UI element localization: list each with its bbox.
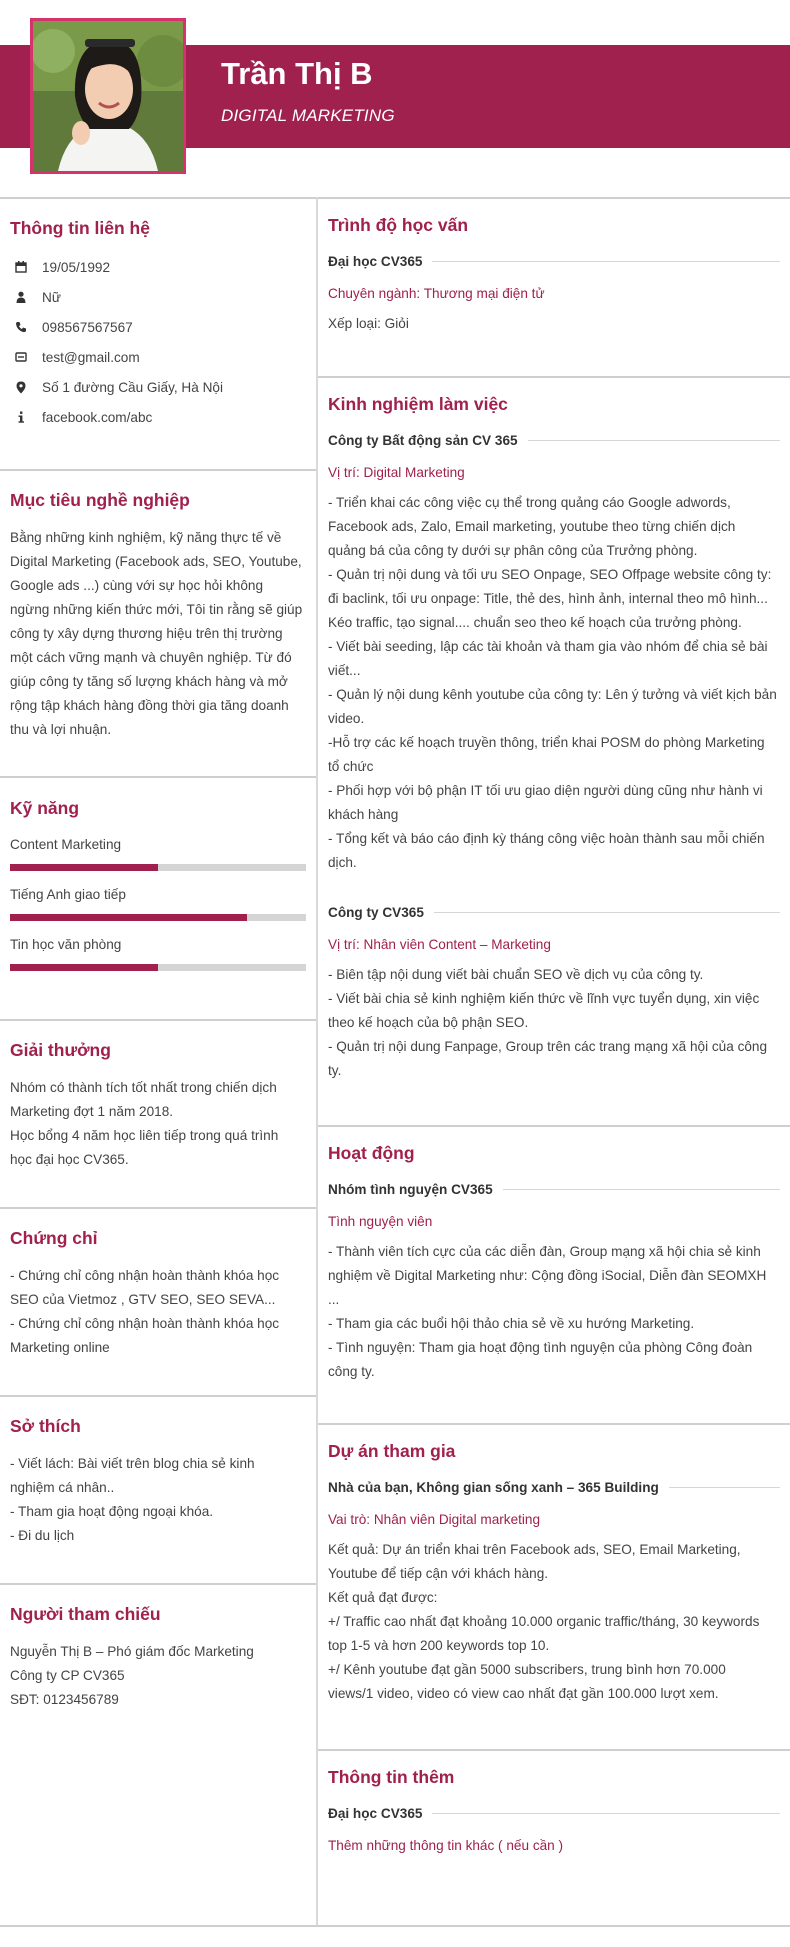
company-name: Công ty Bất động sản CV 365 bbox=[328, 433, 518, 448]
phone-icon bbox=[10, 321, 32, 333]
contact-facebook bbox=[10, 405, 152, 429]
org-rule bbox=[669, 1487, 780, 1488]
experience-line: quảng bá của công ty dưới sự phân công của Trưởng phòng. bbox=[328, 543, 698, 558]
experience-line: Facebook ads, Zalo, Email marketing, youtube theo từng chiến dịch bbox=[328, 519, 736, 534]
certificates-line: Marketing online bbox=[10, 1340, 110, 1355]
awards-title: Giải thưởng bbox=[10, 1040, 111, 1060]
activities-title: Hoạt động bbox=[328, 1143, 415, 1163]
activities-line: công ty. bbox=[328, 1364, 375, 1379]
section-divider bbox=[318, 1749, 790, 1751]
experience-line: - Viết bài chia sẻ kinh nghiệm kiến thức về lĩnh vực tuyển dụng, xin việc bbox=[328, 991, 760, 1006]
additional-title: Thông tin thêm bbox=[328, 1767, 455, 1787]
section-divider bbox=[0, 197, 316, 199]
candidate-name: Trần Thị B bbox=[221, 56, 373, 91]
hobbies-line: - Viết lách: Bài viết trên blog chia sẻ kinh bbox=[10, 1456, 255, 1471]
objective-line: Digital Marketing (Facebook ads, SEO, Youtube, bbox=[10, 554, 302, 569]
experience-title: Kinh nghiệm làm việc bbox=[328, 394, 508, 414]
map-pin-icon bbox=[10, 381, 32, 394]
section-divider bbox=[0, 1395, 316, 1397]
objective-line: ngừng những kiến thức mới, Tôi tin rằng sẽ giúp bbox=[10, 602, 303, 617]
certificates-line: - Chứng chỉ công nhận hoàn thành khóa học bbox=[10, 1268, 280, 1283]
awards-text bbox=[10, 1076, 278, 1172]
profile-photo-illustration bbox=[33, 21, 183, 171]
contact-email bbox=[10, 345, 140, 369]
hobbies-line: - Tham gia hoạt động ngoại khóa. bbox=[10, 1504, 214, 1519]
objective-line: giúp công ty tăng số lượng khách hàng và mở bbox=[10, 674, 288, 689]
org-rule bbox=[528, 440, 780, 441]
skill-bar-fill bbox=[10, 914, 247, 921]
experience-line: ty. bbox=[328, 1063, 342, 1078]
profile-photo[interactable] bbox=[30, 18, 186, 174]
company-name: Công ty CV365 bbox=[328, 905, 424, 920]
experience-line: - Quản trị nội dung Fanpage, Group trên các trang mạng xã hội của công bbox=[328, 1039, 768, 1054]
experience-description bbox=[328, 491, 777, 875]
references-line: Nguyễn Thị B – Phó giám đốc Marketing bbox=[10, 1644, 254, 1659]
person-icon bbox=[10, 291, 32, 303]
section-divider bbox=[318, 376, 790, 378]
awards-line: Marketing đợt 1 năm 2018. bbox=[10, 1104, 174, 1119]
contact-text: facebook.com/abc bbox=[42, 409, 153, 425]
references-line: SĐT: 0123456789 bbox=[10, 1692, 119, 1707]
experience-line: đi baclink, tối ưu onpage: Title, thẻ des, hình ảnh, internal theo mô hình... bbox=[328, 591, 768, 606]
awards-line: học đại học CV365. bbox=[10, 1152, 129, 1167]
certificates-title: Chứng chỉ bbox=[10, 1228, 98, 1248]
objective-line: Google ads ...) cùng với sự học hỏi không bbox=[10, 578, 264, 593]
experience-line: - Phối hợp với bộ phận IT tối ưu giao diện người dùng cũng như hành vi bbox=[328, 783, 763, 798]
skills-title: Kỹ năng bbox=[10, 798, 80, 818]
references-line: Công ty CP CV365 bbox=[10, 1668, 125, 1683]
experience-line: tổ chức bbox=[328, 759, 374, 774]
candidate-role: DIGITAL MARKETING bbox=[221, 106, 395, 125]
section-divider bbox=[318, 197, 790, 199]
skill-name: Content Marketing bbox=[10, 837, 122, 852]
experience-line: - Quản lý nội dung kênh youtube của công ty: Lên ý tưởng và viết kịch bản bbox=[328, 687, 777, 702]
objective-line: Bằng những kinh nghiệm, kỹ năng thực tế về bbox=[10, 530, 282, 545]
skill-name: Tiếng Anh giao tiếp bbox=[10, 887, 126, 902]
education-title: Trình độ học vấn bbox=[328, 215, 469, 235]
activities-line: ... bbox=[328, 1292, 340, 1307]
activities-org bbox=[328, 1182, 780, 1197]
objective-line: một cách vững mạnh và chuyên nghiệp. Từ đó bbox=[10, 650, 292, 665]
experience-line: - Biên tập nội dung viết bài chuẩn SEO về dịch vụ của công ty. bbox=[328, 967, 704, 982]
experience-line: -Hỗ trợ các kế hoạch truyền thông, triển khai POSM do phòng Marketing bbox=[328, 735, 765, 750]
activities-org-name: Nhóm tình nguyện CV365 bbox=[328, 1182, 493, 1197]
skill-bar bbox=[10, 914, 306, 921]
experience-line: Kéo traffic, tạo signal.... chuẩn seo theo kế hoạch của trưởng phòng. bbox=[328, 615, 742, 630]
additional-school-name: Đại học CV365 bbox=[328, 1806, 423, 1821]
additional-note: Thêm những thông tin khác ( nếu cần ) bbox=[328, 1838, 564, 1853]
project-name bbox=[328, 1480, 780, 1495]
section-divider bbox=[0, 1019, 316, 1021]
contact-text: Nữ bbox=[42, 289, 61, 305]
activities-role: Tình nguyện viên bbox=[328, 1214, 433, 1229]
column-divider bbox=[316, 197, 318, 1925]
project-line: +/ Traffic cao nhất đạt khoảng 10.000 organic traffic/tháng, 30 keywords bbox=[328, 1614, 760, 1629]
contact-address bbox=[10, 375, 223, 399]
skill-name: Tin học văn phòng bbox=[10, 937, 122, 952]
education-school-name: Đại học CV365 bbox=[328, 254, 423, 269]
hobbies-title: Sở thích bbox=[10, 1416, 81, 1436]
section-divider bbox=[0, 1207, 316, 1209]
org-rule bbox=[503, 1189, 780, 1190]
project-line: views/1 video, video có view cao nhất đạt gần 100.000 lượt xem. bbox=[328, 1686, 719, 1701]
awards-line: Nhóm có thành tích tốt nhất trong chiến dịch bbox=[10, 1080, 277, 1095]
project-line: Kết quả đạt được: bbox=[328, 1590, 438, 1605]
education-major: Chuyên ngành: Thương mại điện tử bbox=[328, 286, 545, 301]
objective-line: công ty xây dựng thương hiệu trên thị trường bbox=[10, 626, 283, 641]
experience-line: - Tổng kết và báo cáo định kỳ tháng công việc hoàn thành sau mỗi chiến bbox=[328, 831, 765, 846]
references-title: Người tham chiếu bbox=[10, 1604, 161, 1624]
contact-gender bbox=[10, 285, 61, 309]
skill-bar-fill bbox=[10, 964, 158, 971]
contact-text: test@gmail.com bbox=[42, 349, 140, 365]
objective-line: thu và lợi nhuận. bbox=[10, 722, 112, 737]
experience-line: - Viết bài seeding, lập các tài khoản và tham gia vào nhóm để chia sẻ bài bbox=[328, 639, 768, 654]
section-divider bbox=[318, 1423, 790, 1425]
contact-phone bbox=[10, 315, 133, 339]
experience-company bbox=[328, 905, 780, 920]
objective-title: Mục tiêu nghề nghiệp bbox=[10, 490, 190, 510]
section-divider bbox=[0, 1583, 316, 1585]
additional-school bbox=[328, 1806, 780, 1821]
activities-description bbox=[328, 1240, 766, 1384]
org-rule bbox=[434, 912, 780, 913]
experience-line: - Quản trị nội dung và tối ưu SEO Onpage, SEO Offpage website công ty: bbox=[328, 567, 772, 582]
experience-company bbox=[328, 433, 780, 448]
experience-line: - Triển khai các công việc cụ thể trong quảng cáo Google adwords, bbox=[328, 495, 731, 510]
certificates-line: SEO của Vietmoz , GTV SEO, SEO SEVA... bbox=[10, 1292, 276, 1307]
projects-title: Dự án tham gia bbox=[328, 1441, 456, 1461]
hobbies-line: - Đi du lịch bbox=[10, 1528, 75, 1543]
skill-bar bbox=[10, 864, 306, 871]
hobbies-text bbox=[10, 1452, 255, 1548]
activities-line: nghiệm về Digital Marketing như: Cộng đồng iSocial, Diễn đàn SEOMXH bbox=[328, 1268, 767, 1283]
experience-line: khách hàng bbox=[328, 807, 399, 822]
activities-line: - Tham gia các buổi hội thảo chia sẻ về xu hướng Marketing. bbox=[328, 1316, 695, 1331]
certificates-text bbox=[10, 1264, 279, 1360]
skill-bar bbox=[10, 964, 306, 971]
project-line: top 1-5 và hơn 200 keywords top 10. bbox=[328, 1638, 550, 1653]
contact-text: 19/05/1992 bbox=[42, 259, 111, 275]
org-rule bbox=[432, 261, 780, 262]
experience-line: theo kế hoạch của bộ phận SEO. bbox=[328, 1015, 529, 1030]
experience-line: video. bbox=[328, 711, 365, 726]
experience-description bbox=[328, 963, 767, 1083]
contact-text: 098567567567 bbox=[42, 319, 133, 335]
certificates-line: - Chứng chỉ công nhận hoàn thành khóa học bbox=[10, 1316, 280, 1331]
project-line: +/ Kênh youtube đạt gần 5000 subscribers, trung bình hơn 70.000 bbox=[328, 1662, 726, 1677]
page-bottom-divider bbox=[0, 1925, 790, 1927]
project-line: Youtube để tiếp cận với khách hàng. bbox=[328, 1566, 549, 1581]
project-role: Vai trò: Nhân viên Digital marketing bbox=[328, 1512, 541, 1527]
section-divider bbox=[0, 776, 316, 778]
org-rule bbox=[432, 1813, 780, 1814]
references-text bbox=[10, 1640, 254, 1712]
calendar-icon bbox=[10, 261, 32, 273]
email-icon bbox=[10, 351, 32, 363]
education-grade: Xếp loại: Giỏi bbox=[328, 316, 409, 331]
project-description bbox=[328, 1538, 759, 1706]
experience-position: Vị trí: Nhân viên Content – Marketing bbox=[328, 937, 551, 952]
activities-line: - Tình nguyện: Tham gia hoạt động tình nguyện của phòng Công đoàn bbox=[328, 1340, 753, 1355]
contact-title: Thông tin liên hệ bbox=[10, 218, 150, 238]
section-divider bbox=[0, 469, 316, 471]
project-name-text: Nhà của bạn, Không gian sống xanh – 365 Building bbox=[328, 1480, 659, 1495]
section-divider bbox=[318, 1125, 790, 1127]
contact-dob bbox=[10, 255, 110, 279]
contact-text: Số 1 đường Cầu Giấy, Hà Nội bbox=[42, 379, 223, 395]
awards-line: Học bổng 4 năm học liên tiếp trong quá trình bbox=[10, 1128, 279, 1143]
skill-bar-fill bbox=[10, 864, 158, 871]
activities-line: - Thành viên tích cực của các diễn đàn, Group mạng xã hội chia sẻ kinh bbox=[328, 1244, 761, 1259]
objective-text bbox=[10, 526, 302, 742]
education-school bbox=[328, 254, 780, 269]
objective-line: rộng tập khách hàng đồng thời gia tăng doanh bbox=[10, 698, 289, 713]
experience-line: dịch. bbox=[328, 855, 357, 870]
experience-line: viết... bbox=[328, 663, 361, 678]
project-line: Kết quả: Dự án triển khai trên Facebook ads, SEO, Email Marketing, bbox=[328, 1542, 741, 1557]
info-icon bbox=[10, 411, 32, 423]
hobbies-line: nghiệm cá nhân.. bbox=[10, 1480, 115, 1495]
experience-position: Vị trí: Digital Marketing bbox=[328, 465, 465, 480]
